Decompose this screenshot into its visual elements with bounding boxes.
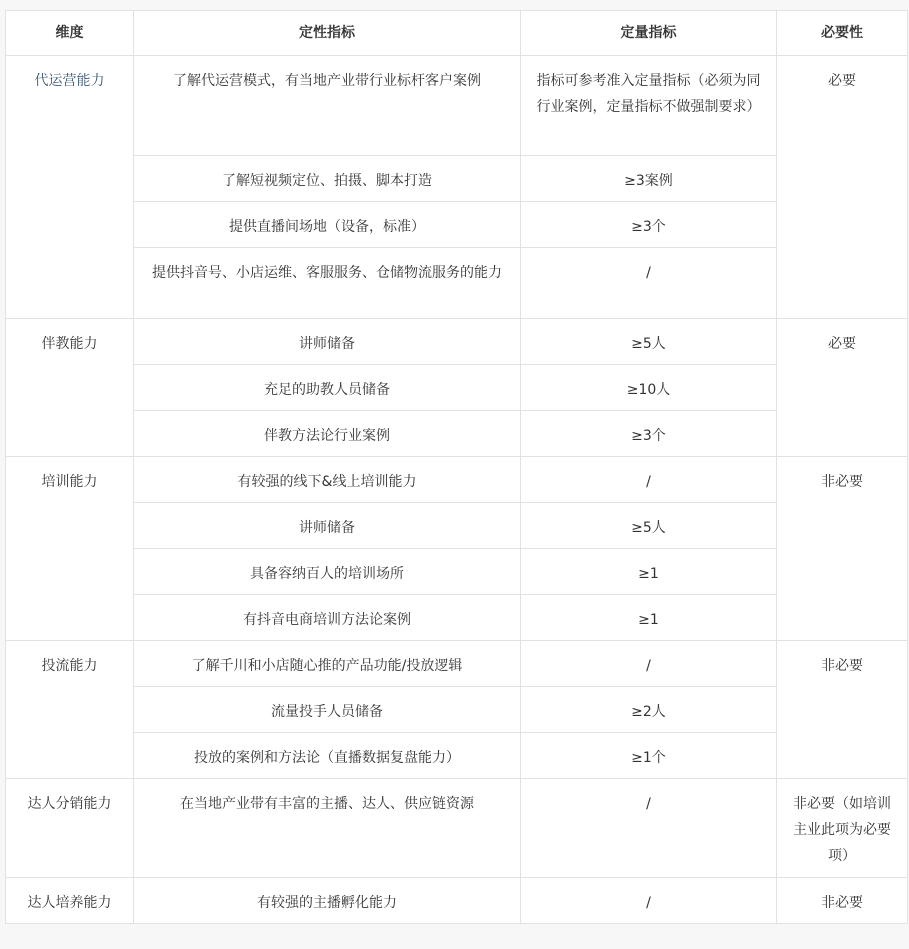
quantitative-cell: ≥1 [521,549,777,595]
qualitative-cell: 讲师储备 [134,503,521,549]
table-row [6,641,908,687]
table-header [6,11,908,56]
capability-table [5,10,908,924]
qualitative-cell: 伴教方法论行业案例 [134,411,521,457]
dimension-cell: 代运营能力 [6,56,134,319]
quantitative-cell: ≥1 [521,595,777,641]
quantitative-cell: ≥3个 [521,411,777,457]
quantitative-cell: / [521,878,777,924]
necessity-cell: 非必要 [777,878,908,924]
dimension-cell: 投流能力 [6,641,134,779]
quantitative-cell: ≥2人 [521,687,777,733]
table-row [6,319,908,365]
quantitative-cell: / [521,779,777,878]
qualitative-cell: 充足的助教人员储备 [134,365,521,411]
necessity-cell: 非必要 [777,641,908,779]
necessity-cell: 必要 [777,319,908,457]
necessity-cell: 非必要 [777,457,908,641]
qualitative-cell: 了解短视频定位、拍摄、脚本打造 [134,156,521,202]
qualitative-cell: 提供直播间场地（设备，标准） [134,202,521,248]
qualitative-cell: 了解代运营模式，有当地产业带行业标杆客户案例 [134,56,521,156]
quantitative-cell: ≥10人 [521,365,777,411]
quantitative-cell: ≥1个 [521,733,777,779]
table-row [6,411,908,457]
table-row [6,457,908,503]
qualitative-cell: 投放的案例和方法论（直播数据复盘能力） [134,733,521,779]
table-row [6,156,908,202]
qualitative-cell: 有抖音电商培训方法论案例 [134,595,521,641]
quantitative-cell: / [521,641,777,687]
dimension-cell: 培训能力 [6,457,134,641]
qualitative-cell: 在当地产业带有丰富的主播、达人、供应链资源 [134,779,521,878]
table-row [6,595,908,641]
qualitative-cell: 有较强的线下&线上培训能力 [134,457,521,503]
table-row [6,733,908,779]
table-row [6,549,908,595]
table-row [6,503,908,549]
table-row [6,56,908,156]
header-quantitative: 定量指标 [521,11,777,56]
header-necessity: 必要性 [777,11,908,56]
table-row [6,687,908,733]
dimension-cell: 伴教能力 [6,319,134,457]
table-row [6,202,908,248]
quantitative-cell: / [521,248,777,319]
quantitative-cell: ≥5人 [521,503,777,549]
header-dimension: 维度 [6,11,134,56]
quantitative-cell: ≥3案例 [521,156,777,202]
necessity-cell: 必要 [777,56,908,319]
qualitative-cell: 流量投手人员储备 [134,687,521,733]
table-row [6,779,908,878]
table-row [6,248,908,319]
dimension-cell: 达人培养能力 [6,878,134,924]
necessity-cell: 非必要（如培训主业此项为必要项） [777,779,908,878]
qualitative-cell: 讲师储备 [134,319,521,365]
quantitative-cell: / [521,457,777,503]
dimension-cell: 达人分销能力 [6,779,134,878]
header-qualitative: 定性指标 [134,11,521,56]
table-row [6,365,908,411]
quantitative-cell: ≥5人 [521,319,777,365]
quantitative-cell: ≥3个 [521,202,777,248]
qualitative-cell: 具备容纳百人的培训场所 [134,549,521,595]
qualitative-cell: 提供抖音号、小店运维、客服服务、仓储物流服务的能力 [134,248,521,319]
quantitative-cell: 指标可参考准入定量指标（必须为同行业案例，定量指标不做强制要求） [521,56,777,156]
qualitative-cell: 有较强的主播孵化能力 [134,878,521,924]
qualitative-cell: 了解千川和小店随心推的产品功能/投放逻辑 [134,641,521,687]
table-row [6,878,908,924]
